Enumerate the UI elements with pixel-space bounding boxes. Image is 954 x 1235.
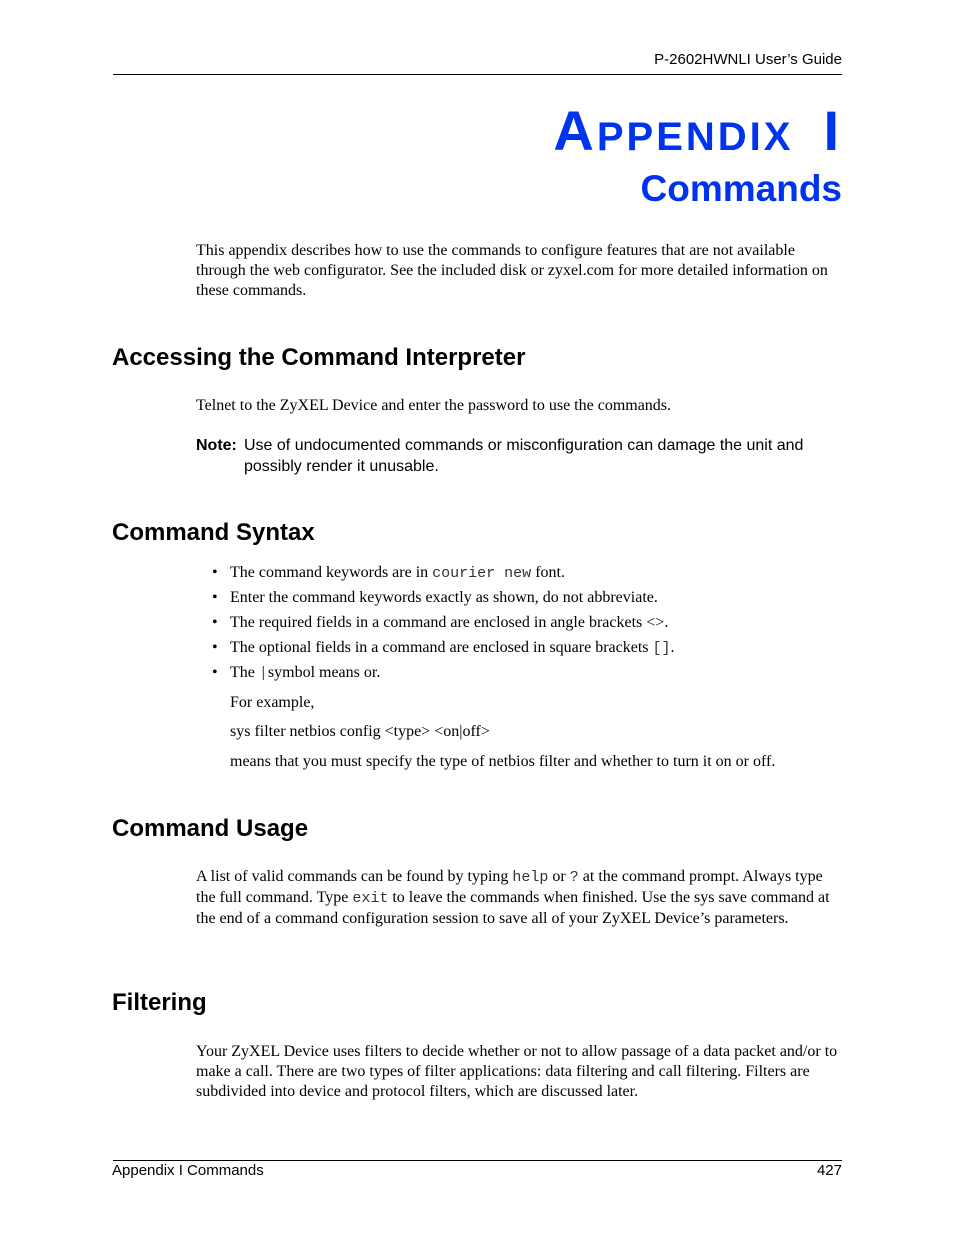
page-number: 427 xyxy=(816,1162,842,1179)
inline-code: exit xyxy=(352,890,389,907)
inline-code: help xyxy=(512,869,549,886)
footer-label: Appendix I Commands xyxy=(112,1162,264,1179)
guide-title: P-2602HWNLI User’s Guide xyxy=(654,51,842,68)
example-description: means that you must specify the type of netbios filter and whether to turn it on or off. xyxy=(230,753,776,770)
inline-code: courier new xyxy=(432,565,532,582)
note-label: Note: xyxy=(196,437,237,454)
list-item: • The command keywords are in courier new font. xyxy=(212,563,852,588)
list-item: • Enter the command keywords exactly as shown, do not abbreviate. xyxy=(212,588,852,613)
footer-rule xyxy=(113,1160,842,1161)
syntax-bullet-list xyxy=(212,563,852,688)
accessing-paragraph: Telnet to the ZyXEL Device and enter the password to use the commands. xyxy=(196,397,672,414)
appendix-rest: PPENDIX xyxy=(596,115,794,159)
list-item: • The optional fields in a command are enclosed in square brackets []. xyxy=(212,638,852,663)
usage-paragraph: A list of valid commands can be found by typing help or ? at the command prompt. Always type the full command. Type exit to leave the commands when finished. Use the sys save command at the end of a command configuration session to save all of your ZyXEL Device’s parameters. xyxy=(196,868,830,927)
chapter-title: Commands xyxy=(640,168,842,209)
section-heading-filtering: Filtering xyxy=(112,989,207,1016)
list-item: • The required fields in a command are enclosed in angle brackets <>. xyxy=(212,613,852,638)
section-heading-usage: Command Usage xyxy=(112,815,309,842)
header-rule xyxy=(113,74,842,75)
intro-paragraph: This appendix describes how to use the commands to configure features that are not available through the web configurator. See the included disk or zyxel.com for more detailed information on these commands. xyxy=(196,242,828,299)
inline-code: [] xyxy=(652,640,671,657)
section-heading-accessing: Accessing the Command Interpreter xyxy=(112,344,526,371)
appendix-label xyxy=(553,98,842,163)
inline-code: | xyxy=(258,665,268,682)
note-box xyxy=(196,435,846,477)
note-text: Use of undocumented commands or misconfiguration can damage the unit and possibly render it unusable. xyxy=(244,437,804,475)
appendix-initial: A xyxy=(553,99,597,162)
inline-code: ? xyxy=(569,869,579,886)
filtering-paragraph: Your ZyXEL Device uses filters to decide whether or not to allow passage of a data packet and/or to make a call. There are two types of filter applications: data filtering and call filtering. Filters are subdivided into device and protocol filters, which are discussed later. xyxy=(196,1043,838,1100)
list-item: • The |symbol means or. xyxy=(212,663,852,688)
example-command: sys filter netbios config <type> <on|off> xyxy=(230,723,490,740)
section-heading-syntax: Command Syntax xyxy=(112,519,315,546)
example-label: For example, xyxy=(230,694,315,711)
appendix-letter: I xyxy=(823,99,842,162)
